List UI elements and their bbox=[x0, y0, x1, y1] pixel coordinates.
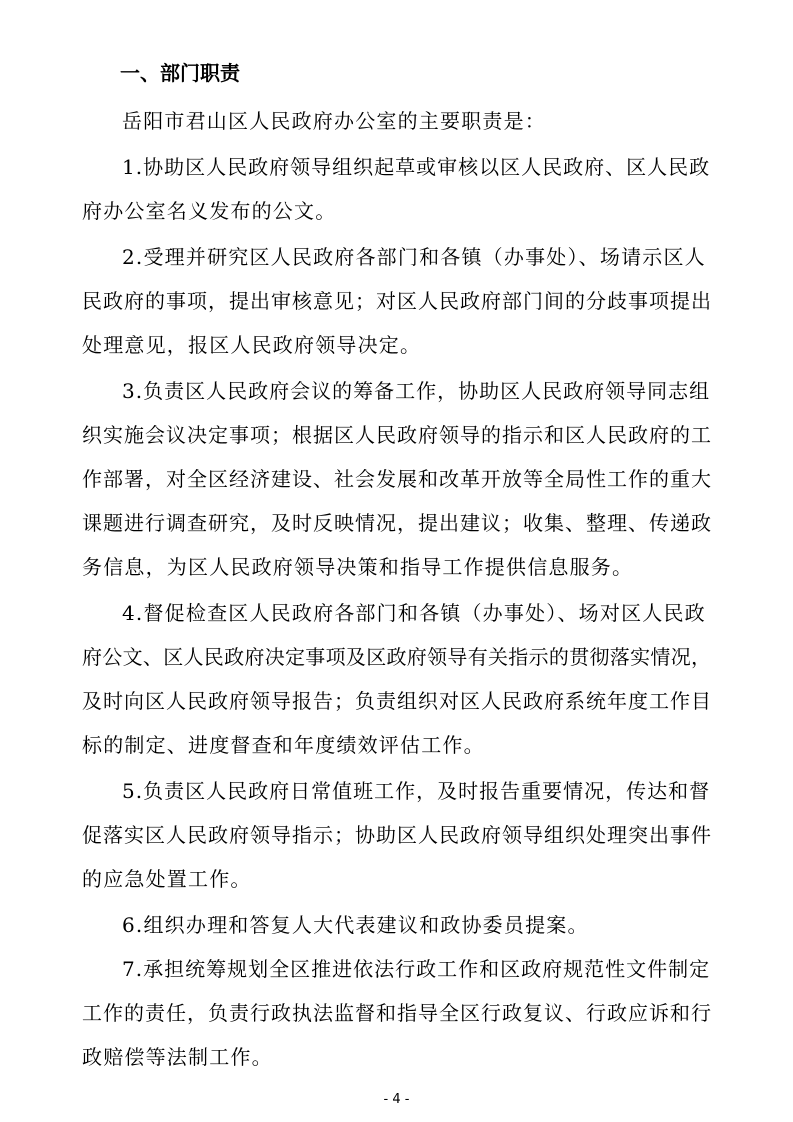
duty-line: 5.负责区人民政府日常值班工作，及时报告重要情况，传达和督 bbox=[122, 779, 711, 803]
duty-line: 1.协助区人民政府领导组织起草或审核以区人民政府、区人民政 bbox=[122, 155, 711, 179]
section-heading: 一、部门职责 bbox=[120, 61, 240, 85]
duty-line: 政赔偿等法制工作。 bbox=[82, 1045, 273, 1069]
duty-line: 标的制定、进度督查和年度绩效评估工作。 bbox=[82, 733, 485, 757]
duty-line: 织实施会议决定事项；根据区人民政府领导的指示和区人民政府的工 bbox=[82, 423, 712, 447]
intro-paragraph: 岳阳市君山区人民政府办公室的主要职责是： bbox=[122, 109, 546, 133]
duty-line: 务信息，为区人民政府领导决策和指导工作提供信息服务。 bbox=[82, 555, 634, 579]
duty-line: 府办公室名义发布的公文。 bbox=[82, 199, 337, 223]
duty-line: 6.组织办理和答复人大代表建议和政协委员提案。 bbox=[122, 913, 589, 937]
duty-line: 4.督促检查区人民政府各部门和各镇（办事处）、场对区人民政 bbox=[122, 601, 706, 625]
duty-line: 7.承担统筹规划全区推进依法行政工作和区政府规范性文件制定 bbox=[122, 957, 711, 981]
duty-line: 民政府的事项，提出审核意见；对区人民政府部门间的分歧事项提出 bbox=[82, 289, 712, 313]
duty-line: 处理意见，报区人民政府领导决定。 bbox=[82, 333, 422, 357]
duty-line: 作部署，对全区经济建设、社会发展和改革开放等全局性工作的重大 bbox=[82, 467, 712, 491]
page-number: - 4 - bbox=[383, 1092, 410, 1107]
duty-line: 及时向区人民政府领导报告；负责组织对区人民政府系统年度工作目 bbox=[82, 689, 712, 713]
duty-line: 3.负责区人民政府会议的筹备工作，协助区人民政府领导同志组 bbox=[122, 379, 711, 403]
duty-line: 2.受理并研究区人民政府各部门和各镇（办事处）、场请示区人 bbox=[122, 245, 706, 269]
duty-line: 课题进行调查研究，及时反映情况，提出建议；收集、整理、传递政 bbox=[82, 511, 712, 535]
duty-line: 的应急处置工作。 bbox=[82, 867, 252, 891]
duty-line: 促落实区人民政府领导指示；协助区人民政府领导组织处理突出事件 bbox=[82, 823, 712, 847]
duty-line: 府公文、区人民政府决定事项及区政府领导有关指示的贯彻落实情况， bbox=[82, 645, 712, 669]
duty-line: 工作的责任，负责行政执法监督和指导全区行政复议、行政应诉和行 bbox=[82, 1001, 712, 1025]
